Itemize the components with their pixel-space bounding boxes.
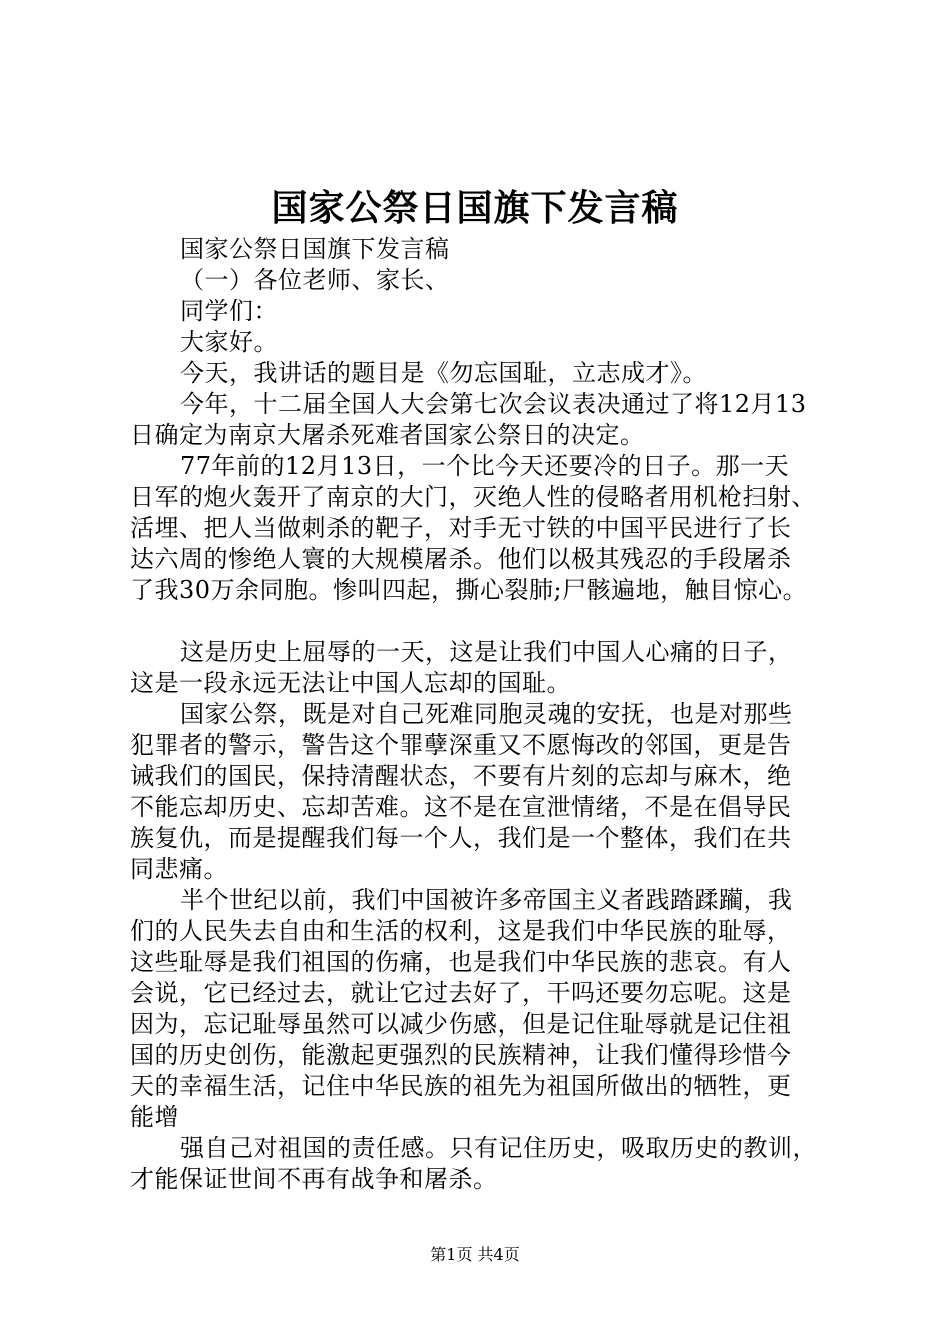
text-line: 们的人民失去自由和生活的权利，这是我们中华民族的耻辱， [130,917,792,945]
text-line: 77年前的12月13日，一个比今天还要冷的日子。那一天 [180,452,790,480]
text-line: 活埋、把人当做刺杀的靶子，对手无寸铁的中国平民进行了长 [130,514,792,542]
text-line: 才能保证世间不再有战争和屠杀。 [130,1165,498,1193]
text-line: 同悲痛。 [130,855,228,883]
text-line: 半个世纪以前，我们中国被许多帝国主义者践踏蹂躏，我 [180,886,793,914]
text-line: 这是历史上屈辱的一天，这是让我们中国人心痛的日子， [180,638,793,666]
text-line: 今年，十二届全国人大会第七次会议表决通过了将12月13 [180,390,807,418]
page-footer: 第1页 共4页 [430,1245,520,1264]
document-body [130,234,850,1195]
text-line: 能增 [130,1103,179,1131]
text-line: 今天，我讲话的题目是《勿忘国耻，立志成才》。 [180,359,707,387]
text-line: 达六周的惨绝人寰的大规模屠杀。他们以极其残忍的手段屠杀 [130,545,792,573]
text-line: 国家公祭日国旗下发言稿 [180,235,450,263]
text-line: 这是一段永远无法让中国人忘却的国耻。 [130,669,571,697]
text-line: 了我30万余同胞。惨叫四起，撕心裂肺;尸骸遍地，触目惊心。 [130,576,808,604]
text-line: （一）各位老师、家长、 [180,266,450,294]
text-line: 同学们： [180,297,278,325]
text-line: 这些耻辱是我们祖国的伤痛，也是我们中华民族的悲哀。有人 [130,948,792,976]
text-line: 族复仇，而是提醒我们每一个人，我们是一个整体，我们在共 [130,824,792,852]
text-line: 大家好。 [180,328,278,356]
document-title: 国家公祭日国旗下发言稿 [271,187,679,229]
text-line: 犯罪者的警示，警告这个罪孽深重又不愿悔改的邻国，更是告 [130,731,792,759]
blank-line [130,606,850,637]
text-line: 天的幸福生活，记住中华民族的祖先为祖国所做出的牺牲，更 [130,1072,792,1100]
text-line: 不能忘却历史、忘却苦难。这不是在宣泄情绪，不是在倡导民 [130,793,792,821]
text-line: 诫我们的国民，保持清醒状态，不要有片刻的忘却与麻木，绝 [130,762,792,790]
text-line: 因为，忘记耻辱虽然可以减少伤感，但是记住耻辱就是记住祖 [130,1010,792,1038]
text-line: 日确定为南京大屠杀死难者国家公祭日的决定。 [130,421,645,449]
text-line: 国家公祭，既是对自己死难同胞灵魂的安抚，也是对那些 [180,700,793,728]
text-line: 日军的炮火轰开了南京的大门，灭绝人性的侵略者用机枪扫射、 [130,483,816,511]
text-line: 会说，它已经过去，就让它过去好了，干吗还要勿忘呢。这是 [130,979,792,1007]
text-line: 强自己对祖国的责任感。只有记住历史，吸取历史的教训， [180,1134,817,1162]
text-line: 国的历史创伤，能激起更强烈的民族精神，让我们懂得珍惜今 [130,1041,792,1069]
